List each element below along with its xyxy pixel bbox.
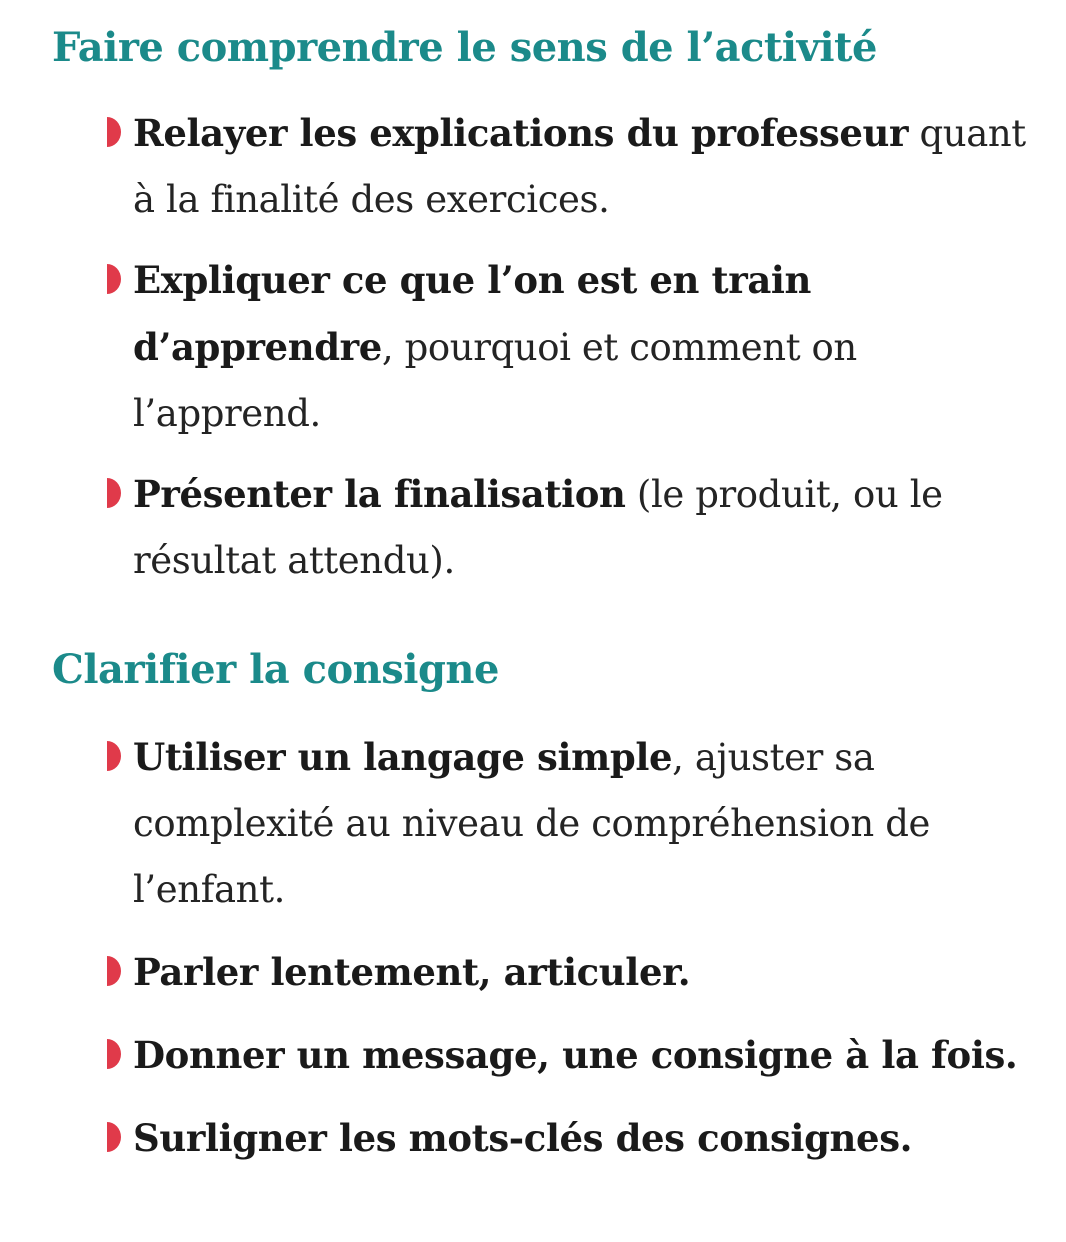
half-circle-bullet-icon xyxy=(106,478,122,508)
item-text: (le produit, ou le résultat attendu). xyxy=(133,473,943,582)
half-circle-bullet-icon xyxy=(106,1122,122,1152)
half-circle-bullet-icon xyxy=(106,1039,122,1069)
list-item xyxy=(0,461,1033,594)
section-title: Faire comprendre le sens de l’activité xyxy=(52,24,877,71)
item-bold-text: Présenter la finalisation xyxy=(133,472,626,516)
list-item xyxy=(0,1105,1033,1172)
bullet-list xyxy=(0,724,1033,1172)
item-bold-text: Parler lentement, articuler. xyxy=(133,950,691,994)
item-bold-text: Surligner les mots-clés des consignes. xyxy=(133,1116,913,1160)
item-bold-text: Relayer les explications du professeur xyxy=(133,111,909,155)
half-circle-bullet-icon xyxy=(106,117,122,147)
bullet-list xyxy=(0,100,1033,594)
half-circle-bullet-icon xyxy=(106,956,122,986)
item-text: quant à la finalité des exercices. xyxy=(133,112,1026,221)
item-text: , pourquoi et comment on l’apprend. xyxy=(133,326,857,435)
item-bold-text: Donner un message, une consigne à la fois. xyxy=(133,1033,1018,1077)
item-text: , ajuster sa complexité au niveau de compréhension de l’enfant. xyxy=(133,736,931,911)
list-item xyxy=(0,100,1033,233)
half-circle-bullet-icon xyxy=(106,264,122,294)
item-bold-text: Expliquer ce que l’on est en train d’apprendre xyxy=(133,258,812,369)
list-item xyxy=(0,247,1033,447)
section-title: Clarifier la consigne xyxy=(52,646,499,693)
list-item xyxy=(0,1022,1033,1089)
list-item xyxy=(0,724,1033,923)
item-bold-text: Utiliser un langage simple xyxy=(133,735,673,779)
half-circle-bullet-icon xyxy=(106,741,122,771)
list-item xyxy=(0,939,1033,1006)
